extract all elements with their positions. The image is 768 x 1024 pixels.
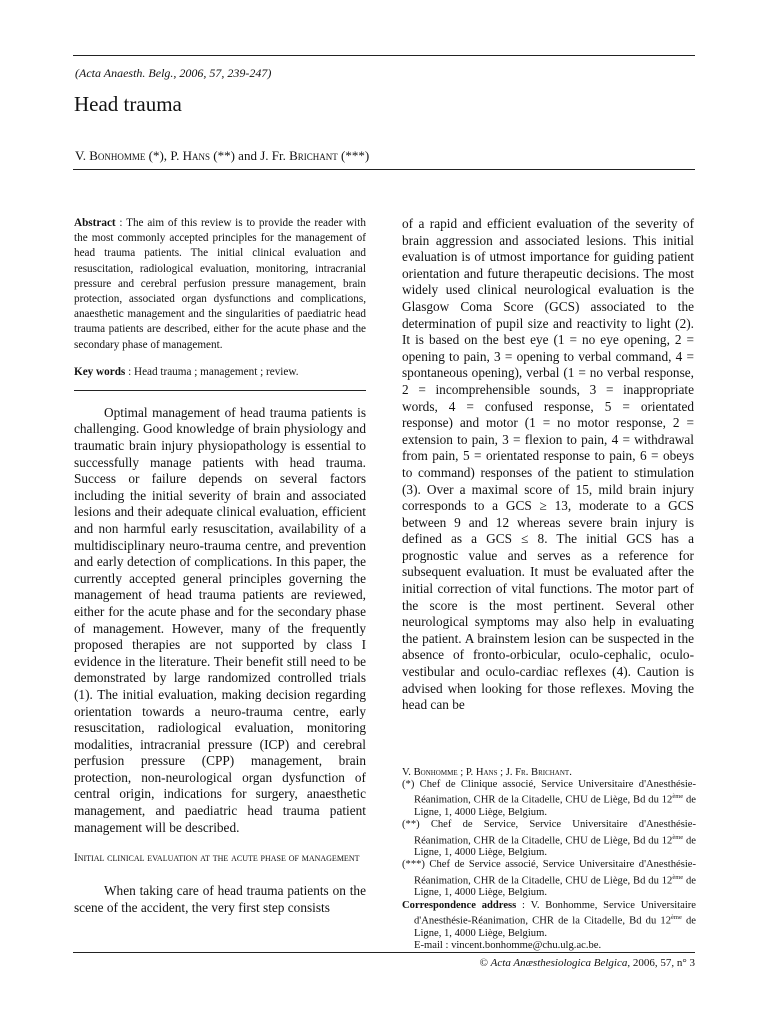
author-line [75, 148, 369, 164]
right-column [402, 216, 694, 714]
section-paragraph: When taking care of head trauma patients on the scene of the accident, the very first step consists [74, 883, 366, 915]
footnote-1-sup: ème [672, 793, 684, 801]
article-title: Head trauma [74, 92, 182, 116]
keywords [74, 365, 366, 380]
footnote-2-end: de Ligne, 1, 4000 Liège, Belgium. [414, 835, 696, 859]
left-column [74, 216, 366, 916]
footnote-2-sup: ème [672, 833, 684, 841]
correspondence-end: de Ligne, 1, 4000 Liège, Belgium. [414, 915, 696, 939]
footnote-1 [402, 779, 696, 819]
footnotes [402, 767, 696, 952]
footnote-1-text: (*) Chef de Clinique associé, Service Universitaire d'Anesthésie-Réanimation, CHR de la Citadelle, CHU de Liège, Bd du 12 [402, 779, 696, 806]
author-3-mark: (***) [337, 148, 370, 163]
page-footer [480, 957, 695, 969]
author-3-initial: J. Fr. [260, 148, 290, 163]
footnote-authors: V. Bonhomme ; P. Hans ; J. Fr. Brichant. [402, 767, 572, 778]
author-1-name: Bonhomme [89, 148, 146, 163]
section-heading: Initial clinical evaluation at the acute phase of management [74, 852, 360, 865]
email-link[interactable]: E-mail : vincent.bonhomme@chu.ulg.ac.be. [414, 939, 602, 951]
author-2-mark: (**) and [210, 148, 261, 163]
footnote-3-sup: ème [672, 873, 684, 881]
author-1-mark: (*), [145, 148, 171, 163]
footer-rule [73, 952, 695, 953]
journal-citation: (Acta Anaesth. Belg., 2006, 57, 239-247) [75, 66, 272, 80]
keywords-rule [74, 390, 366, 391]
right-column-paragraph: of a rapid and efficient evaluation of the severity of brain aggression and associated lesions. This initial evaluation is of utmost importance for guiding patient orientation and future therapeutic decisions. The most widely used clinical neurological evaluation is the Glasgow Coma Score (GCS) associated to the determination of pupil size and reactivity to light (2). It is based on the best eye (1 = no eye opening, 2 = opening to pain, 3 = opening to verbal command, 4 = spontaneous opening), verbal (1 = no verbal response, 2 = incomprehensible sounds, 3 = inappropriate words, 4 = confused response, 5 = orientated response) and motor (1 = no motor response, 2 = extension to pain, 3 = flexion to pain, 4 = withdrawal from pain, 5 = orientated response to pain, 6 = obeys to command) responses of the patient to stimulation (3). Over a maximal score of 15, mild brain injury corresponds to a GCS ≥ 13, moderate to a GCS between 9 and 12 whereas severe brain injury is defined as a GCS ≤ 8. The initial GCS has a prognostic value and serves as a reference for subsequent evaluation. It must be evaluated after the initial correction of vital functions. The motor part of the score is the most pertinent. Several other neurological symptoms may also help in evaluating the patient. A brainstem lesion can be suspected in the absence of fronto-orbicular, oculo-cephalic, oculo-vestibular and oculo-cardiac reflexes (4). Caution is advised when looking for those reflexes. Moving the head can be [402, 216, 694, 713]
footer-journal: Acta Anæsthesiologica Belgica [490, 957, 628, 969]
author-rule [73, 169, 695, 170]
footnote-2 [402, 819, 696, 859]
author-1-initial: V. [75, 148, 90, 163]
abstract-text: : The aim of this review is to provide the reader with the most commonly accepted principles for the management of head trauma patients. The initial clinical evaluation and resuscitation, radiological evaluation, monitoring, intracranial pressure and cerebral perfusion pressure management, brain protection, associated organ dysfunctions and complications, anaesthetic management and the singularities of paediatric head trauma patients are described, either for the acute phase and the secondary phase of management. [74, 217, 366, 351]
correspondence [402, 900, 696, 952]
footer-copyright: © [479, 957, 491, 969]
author-2-name: Hans [182, 148, 211, 163]
author-3-name: Brichant [289, 148, 338, 163]
intro-paragraph: Optimal management of head trauma patients is challenging. Good knowledge of brain physiology and traumatic brain injury physiopathology is essential to successfully manage patients with head trauma. Success or failure depends on several factors including the initial severity of brain and associated lesions and their adequate clinical evaluation, efficient and non harmful early resuscitation, availability of a multidisciplinary neuro-trauma centre, and prevention and early detection of complications. In this paper, the currently accepted general principles governing the management of head trauma patients are reviewed, either for the acute phase and for the secondary phase of management. However, many of the frequently proposed therapies are not supported by class I evidence in the literature. Their benefit still need to be demonstrated by large randomized controlled trials (1). The initial evaluation, making decision regarding orientation towards a neuro-trauma centre, early resuscitation, radiological evaluation, monitoring modalities, intracranial pressure (ICP) and cerebral perfusion pressure (CPP) management, brain protection, non-neurological organ dysfunction of central origin, indications for surgery, anaesthetic management, and paediatric head trauma patient management will be described. [74, 404, 366, 835]
correspondence-text: : V. Bonhomme, Service Universitaire d'Anesthésie-Réanimation, CHR de la Citadelle, Bd du 12 [414, 899, 696, 927]
footnote-3 [402, 859, 696, 899]
footnote-3-end: de Ligne, 1, 4000 Liège, Belgium. [414, 875, 696, 899]
footnote-2-text: (**) Chef de Service, Service Universitaire d'Anesthésie-Réanimation, CHR de la Citadelle, CHU de Liège, Bd du 12 [402, 819, 696, 847]
abstract [74, 216, 366, 353]
keywords-label: Key words [74, 365, 126, 378]
keywords-text: : Head trauma ; management ; review. [125, 365, 299, 378]
correspondence-label: Correspondence address [402, 899, 517, 911]
footnote-1-end: de Ligne, 1, 4000 Liège, Belgium. [414, 794, 696, 819]
footer-issue: , 2006, 57, n° 3 [627, 957, 695, 969]
header-rule [73, 55, 695, 56]
author-2-initial: P. [170, 148, 183, 163]
abstract-label: Abstract [74, 217, 116, 229]
footnote-3-text: (***) Chef de Service associé, Service Universitaire d'Anesthésie-Réanimation, CHR de la Citadelle, CHU de Liège, Bd du 12 [402, 859, 696, 887]
correspondence-sup: ème [671, 913, 682, 921]
